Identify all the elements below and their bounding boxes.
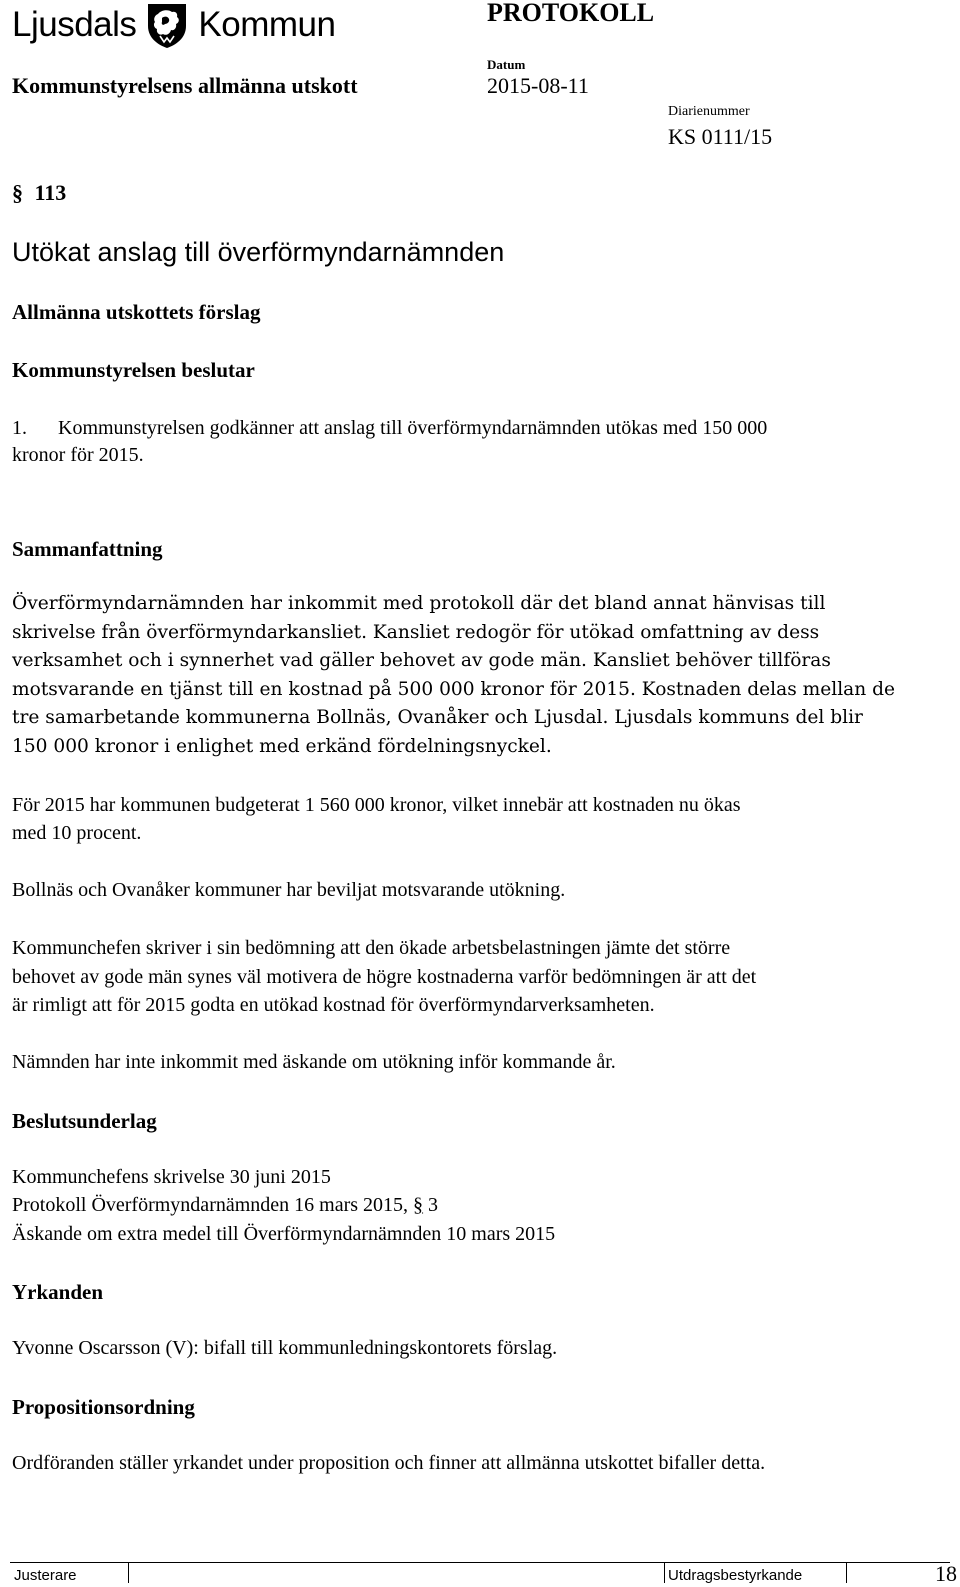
summary-line: motsvarande en tjänst till en kostnad på 500 000 kronor för 2015. Kostnaden delas mellan de <box>12 679 896 700</box>
paragraph-number <box>12 180 66 206</box>
summary-line: Överförmyndarnämnden har inkommit med protokoll där det bland annat hänvisas till <box>12 593 826 614</box>
diarienummer-label: Diarienummer <box>668 104 750 119</box>
paragraph-value: 113 <box>34 180 67 205</box>
decision-item-number: 1. <box>12 417 27 439</box>
proposal-heading: Allmänna utskottets förslag <box>12 300 261 324</box>
proposition-heading: Propositionsordning <box>12 1395 195 1419</box>
diarienummer-value: KS 0111/15 <box>668 124 773 149</box>
logo-word-kommun: Kommun <box>198 5 336 44</box>
motions-text: Yvonne Oscarsson (V): bifall till kommunledningskontorets förslag. <box>12 1337 558 1359</box>
basis-item: Äskande om extra medel till Överförmyndarnämnden 10 mars 2015 <box>12 1223 556 1245</box>
committee-name: Kommunstyrelsens allmänna utskott <box>12 73 358 98</box>
lion-crest-icon <box>142 0 192 50</box>
date-label: Datum <box>487 57 526 72</box>
summary-line: verksamhet och i synnerhet vad gäller behovet av gode män. Kansliet behöver tillföras <box>12 650 831 671</box>
decision-item-line-1: Kommunstyrelsen godkänner att anslag till överförmyndarnämnden utökas med 150 000 <box>58 417 768 439</box>
bollnas-ovanaker-text: Bollnäs och Ovanåker kommuner har beviljat motsvarande utökning. <box>12 879 566 901</box>
motions-heading: Yrkanden <box>12 1280 104 1304</box>
basis-heading: Beslutsunderlag <box>12 1109 157 1133</box>
summary-heading: Sammanfattning <box>12 537 163 561</box>
municipality-logo <box>12 2 335 48</box>
utdragsbestyrkande-label: Utdragsbestyrkande <box>668 1567 803 1584</box>
footer-divider <box>846 1563 847 1583</box>
meeting-date: 2015-08-11 <box>487 73 589 98</box>
chief-assessment-line: Kommunchefen skriver i sin bedömning att den ökade arbetsbelastningen jämte det större <box>12 937 731 959</box>
basis-item-text: Protokoll Överförmyndarnämnden 16 mars 2015, <box>12 1194 409 1216</box>
section-title: Utökat anslag till överförmyndarnämnden <box>12 237 505 267</box>
basis-item-ref-number: 3 <box>428 1194 439 1216</box>
basis-item <box>12 1194 438 1217</box>
no-request-text: Nämnden har inte inkommit med äskande om utökning inför kommande år. <box>12 1051 616 1073</box>
chief-assessment-line: är rimligt att för 2015 godta en utökad kostnad för överförmyndarverksamheten. <box>12 994 655 1016</box>
summary-line: skrivelse från överförmyndarkansliet. Kansliet redogör för utökad omfattning av dess <box>12 622 820 643</box>
decision-item-line-2: kronor för 2015. <box>12 444 144 466</box>
page-number: 18 <box>935 1561 957 1586</box>
logo-word-ljusdals: Ljusdals <box>12 5 137 44</box>
proposition-text: Ordföranden ställer yrkandet under proposition och finner att allmänna utskottet bifaller detta. <box>12 1452 766 1474</box>
footer-divider <box>664 1563 665 1583</box>
footer-rule <box>10 1562 950 1563</box>
summary-line: 150 000 kronor i enlighet med erkänd fördelningsnyckel. <box>12 736 552 757</box>
chief-assessment-line: behovet av gode män synes väl motivera de högre kostnaderna varför bedömningen är att det <box>12 966 757 988</box>
basis-item-ref-symbol: § <box>413 1194 424 1216</box>
summary-line: tre samarbetande kommunerna Bollnäs, Ovanåker och Ljusdal. Ljusdals kommuns del blir <box>12 707 863 728</box>
footer-divider <box>128 1563 129 1583</box>
document-type: PROTOKOLL <box>487 0 655 27</box>
budget-line-1: För 2015 har kommunen budgeterat 1 560 000 kronor, vilket innebär att kostnaden nu ökas <box>12 794 741 816</box>
decision-heading: Kommunstyrelsen beslutar <box>12 358 255 382</box>
paragraph-symbol: § <box>12 180 23 205</box>
justerare-label: Justerare <box>14 1567 77 1584</box>
basis-item: Kommunchefens skrivelse 30 juni 2015 <box>12 1166 331 1188</box>
budget-line-2: med 10 procent. <box>12 822 142 844</box>
